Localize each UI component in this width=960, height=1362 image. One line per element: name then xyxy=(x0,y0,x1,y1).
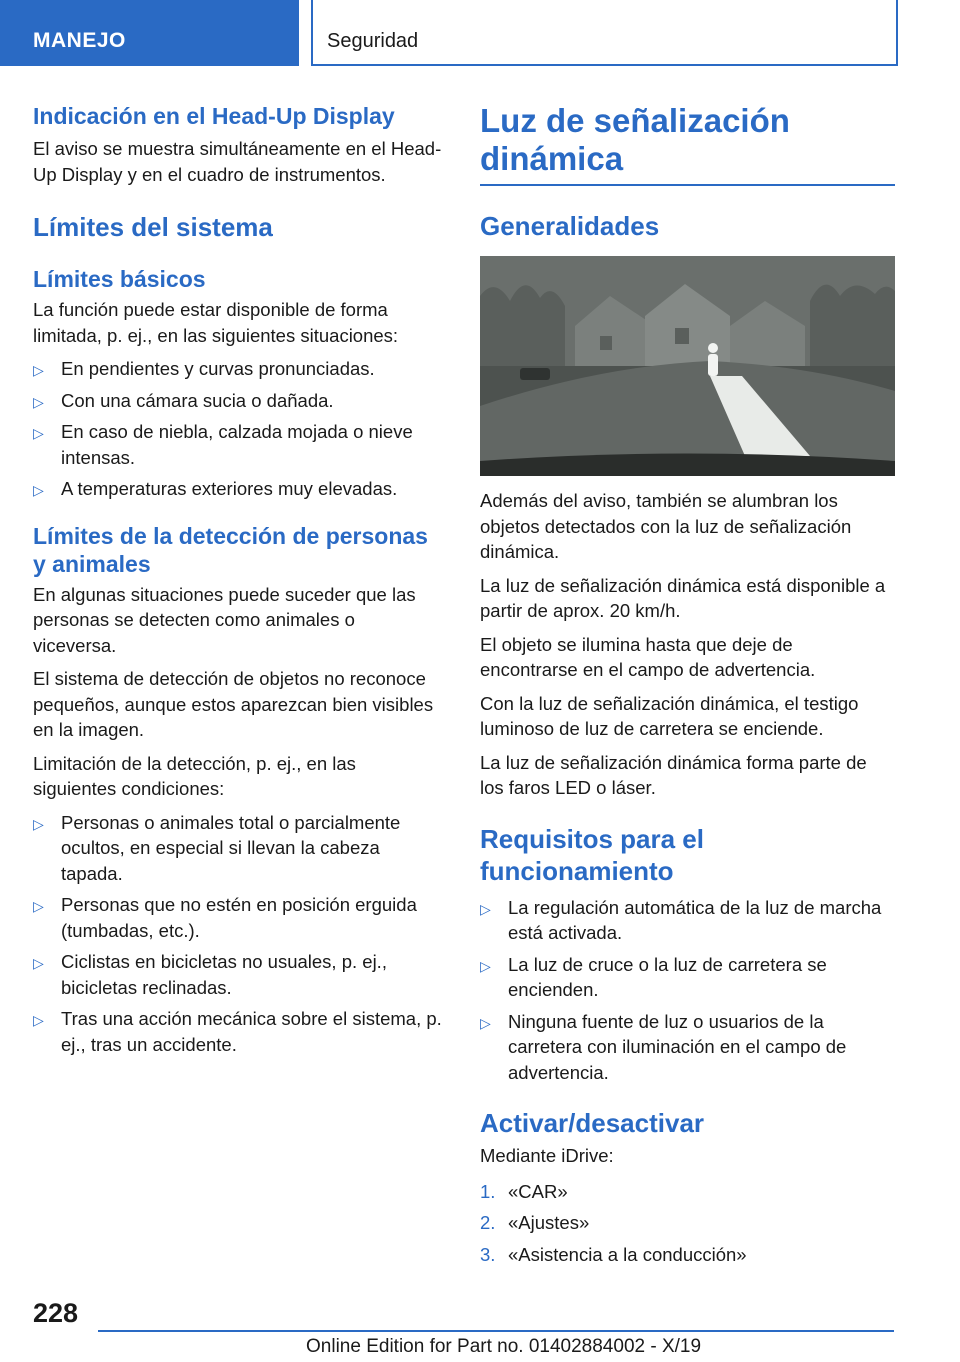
triangle-bullet-icon: ▷ xyxy=(480,1014,491,1031)
paragraph-detection-1: En algunas situaciones puede suceder que las personas se detecten como animales o viceversa. xyxy=(33,583,416,656)
triangle-bullet-icon: ▷ xyxy=(480,957,491,974)
paragraph-general-1: Además del aviso, también se alumbran los objetos detectados con la luz de señalización dinámica. xyxy=(480,490,852,562)
triangle-bullet-icon: ▷ xyxy=(33,425,44,441)
triangle-bullet-icon: ▷ xyxy=(33,482,44,498)
paragraph-detection-2: El sistema de detección de objetos no reconoce pequeños, aunque estos aparezcan bien visibles en la imagen. xyxy=(33,668,434,740)
list-item: ▷ Tras una acción mecánica sobre el sistema, p. ej., tras un accidente. xyxy=(33,1008,442,1055)
heading-requirements: Requisitos para el funcionamiento xyxy=(480,823,704,886)
triangle-bullet-icon: ▷ xyxy=(33,815,44,832)
heading-hud: Indicación en el Head-Up Display xyxy=(33,103,395,129)
paragraph-basic-limits: La función puede estar disponible de forma limitada, p. ej., en las siguientes situaciones: xyxy=(33,299,399,346)
step-item: 2. «Ajustes» xyxy=(480,1212,590,1233)
list-item: ▷ A temperaturas exteriores muy elevadas. xyxy=(33,476,443,502)
triangle-bullet-icon: ▷ xyxy=(33,362,44,378)
step-item: 3. «Asistencia a la conducción» xyxy=(480,1243,747,1265)
list-item: ▷ La luz de cruce o la luz de carretera se encienden. xyxy=(480,953,827,1000)
list-item: ▷ Con una cámara sucia o dañada. xyxy=(33,388,443,414)
paragraph-general-2: La luz de señalización dinámica está disponible a partir de aprox. 20 km/h. xyxy=(480,574,886,621)
left-column xyxy=(33,102,443,1057)
triangle-bullet-icon: ▷ xyxy=(33,898,44,914)
heading-basic-limits: Límites básicos xyxy=(33,266,206,292)
list-item: ▷ La regulación automática de la luz de marcha está activada. xyxy=(480,896,882,943)
footer-edition: Online Edition for Part no. 01402884002 - X/19 xyxy=(306,1336,702,1357)
chapter-box xyxy=(311,0,898,66)
heading-dynamic-light: Luz de señalización dinámica xyxy=(480,102,790,177)
step-item: 1. «CAR» xyxy=(480,1180,568,1202)
paragraph-general-5: La luz de señalización dinámica forma parte de los faros LED o láser. xyxy=(480,751,867,798)
triangle-bullet-icon: ▷ xyxy=(480,900,491,917)
heading-detection-limits: Límites de la detección de personas y animales xyxy=(33,522,428,577)
list-item: ▷ Personas que no estén en posición erguida (tumbadas, etc.). xyxy=(33,894,417,941)
list-item: ▷ En caso de niebla, calzada mojada o nieve intensas. xyxy=(33,421,413,468)
list-item: ▷ En pendientes y curvas pronunciadas. xyxy=(33,356,443,382)
heading-underline xyxy=(480,184,895,186)
paragraph-general-4: Con la luz de señalización dinámica, el testigo luminoso de luz de carretera se enciende. xyxy=(480,692,859,739)
section-tab xyxy=(0,0,299,66)
basic-limits-list xyxy=(33,356,443,502)
detection-limits-list xyxy=(33,810,443,1058)
night-road-illustration xyxy=(480,256,895,476)
heading-system-limits: Límites del sistema xyxy=(33,212,273,242)
triangle-bullet-icon: ▷ xyxy=(33,393,44,410)
right-column xyxy=(480,102,895,1267)
paragraph-activate: Mediante iDrive: xyxy=(480,1145,614,1166)
heading-activate: Activar/desactivar xyxy=(480,1108,705,1138)
section-label: MANEJO xyxy=(33,29,126,52)
footer-rule xyxy=(98,1330,894,1332)
chapter-label: Seguridad xyxy=(327,30,419,52)
paragraph-detection-3: Limitación de la detección, p. ej., en las siguientes condiciones: xyxy=(33,752,356,799)
triangle-bullet-icon: ▷ xyxy=(33,1012,44,1028)
paragraph-general-3: El objeto se ilumina hasta que deje de encontrarse en el campo de advertencia. xyxy=(480,633,816,680)
list-item: ▷ Ciclistas en bicicletas no usuales, p. ej., bicicletas reclinadas. xyxy=(33,951,387,998)
list-item: ▷ Ninguna fuente de luz o usuarios de la carretera con iluminación en el campo de advertencia. xyxy=(480,1010,847,1083)
list-item: ▷ Personas o animales total o parcialmente ocultos, en especial si llevan la cabeza tapada. xyxy=(33,811,401,884)
heading-general: Generalidades xyxy=(480,211,660,241)
paragraph-hud: El aviso se muestra simultáneamente en el Head-Up Display y en el cuadro de instrumentos. xyxy=(33,138,442,185)
page-number: 228 xyxy=(33,1298,79,1328)
triangle-bullet-icon: ▷ xyxy=(33,955,44,971)
steps-list xyxy=(480,1179,895,1268)
requirements-list xyxy=(480,895,895,1086)
